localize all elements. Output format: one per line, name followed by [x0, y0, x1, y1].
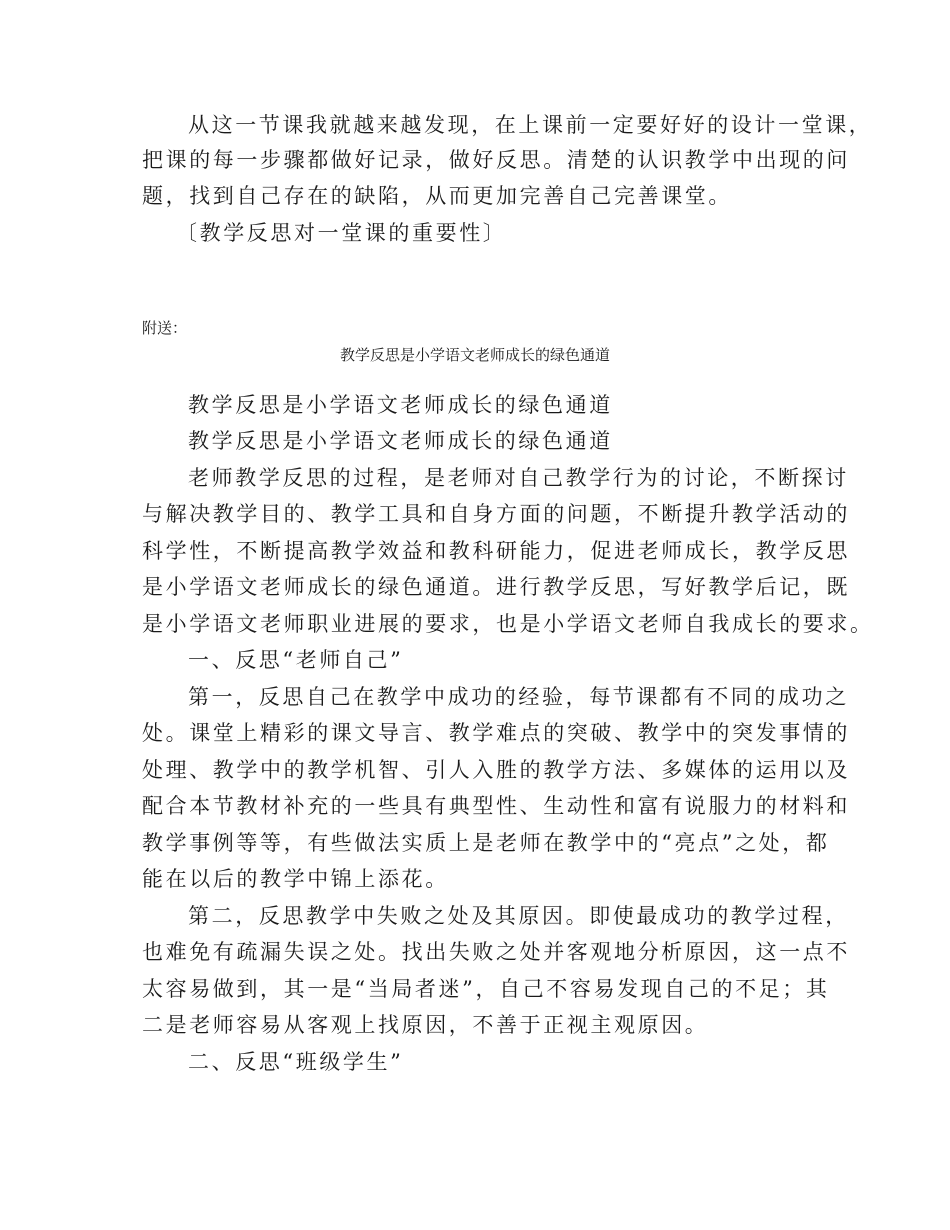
paragraph-line: 教学事例等等，有些做法实质上是老师在教学中的“亮点”之处，都: [142, 831, 830, 855]
paragraph-line: 配合本节教材补充的一些具有典型性、生动性和富有说服力的材料和: [142, 794, 850, 818]
paragraph-line: 把课的每一步骤都做好记录，做好反思。清楚的认识教学中出现的问: [142, 148, 850, 172]
paragraph-line: 老师教学反思的过程，是老师对自己教学行为的讨论，不断探讨: [188, 466, 849, 490]
paragraph-line: 题，找到自己存在的缺陷，从而更加完善自己完善课堂。: [142, 184, 732, 208]
paragraph-line: 太容易做到，其一是“当局者迷”，自己不容易发现自己的不足；其: [142, 977, 830, 1001]
paragraph-line: 是小学语文老师成长的绿色通道。进行教学反思，写好教学后记，既: [142, 575, 850, 599]
paragraph-line: 第二，反思教学中失败之处及其原因。即使最成功的教学过程，: [188, 904, 849, 928]
section-heading: 二、反思“班级学生”: [188, 1050, 404, 1074]
heading-line: 教学反思是小学语文老师成长的绿色通道: [188, 393, 613, 417]
attached-label: 附送：: [142, 319, 188, 337]
paragraph-line: 处。课堂上精彩的课文导言、教学难点的突破、教学中的突发事情的: [142, 721, 850, 745]
paragraph-line: 是小学语文老师职业进展的要求，也是小学语文老师自我成长的要求。: [142, 612, 874, 636]
paragraph-line: 从这一节课我就越来越发现，在上课前一定要好好的设计一堂课，: [188, 113, 873, 137]
paragraph-line: 也难免有疏漏失误之处。找出失败之处并客观地分析原因，这一点不: [142, 940, 850, 964]
paragraph-line: 科学性，不断提高教学效益和教科研能力，促进老师成长，教学反思: [142, 539, 850, 563]
section-caption: 〔教学反思对一堂课的重要性〕: [176, 221, 507, 245]
section-heading: 一、反思“老师自己”: [188, 648, 404, 672]
paragraph-line: 二是老师容易从客观上找原因，不善于正视主观原因。: [142, 1013, 709, 1037]
document-subtitle: 教学反思是小学语文老师成长的绿色通道: [339, 346, 610, 364]
paragraph-line: 能在以后的教学中锦上添花。: [142, 867, 449, 891]
paragraph-line: 处理、教学中的教学机智、引人入胜的教学方法、多媒体的运用以及: [142, 758, 850, 782]
heading-line: 教学反思是小学语文老师成长的绿色通道: [188, 429, 613, 453]
paragraph-line: 第一，反思自己在教学中成功的经验，每节课都有不同的成功之: [188, 685, 849, 709]
paragraph-line: 与解决教学目的、教学工具和自身方面的问题，不断提升教学活动的: [142, 502, 850, 526]
